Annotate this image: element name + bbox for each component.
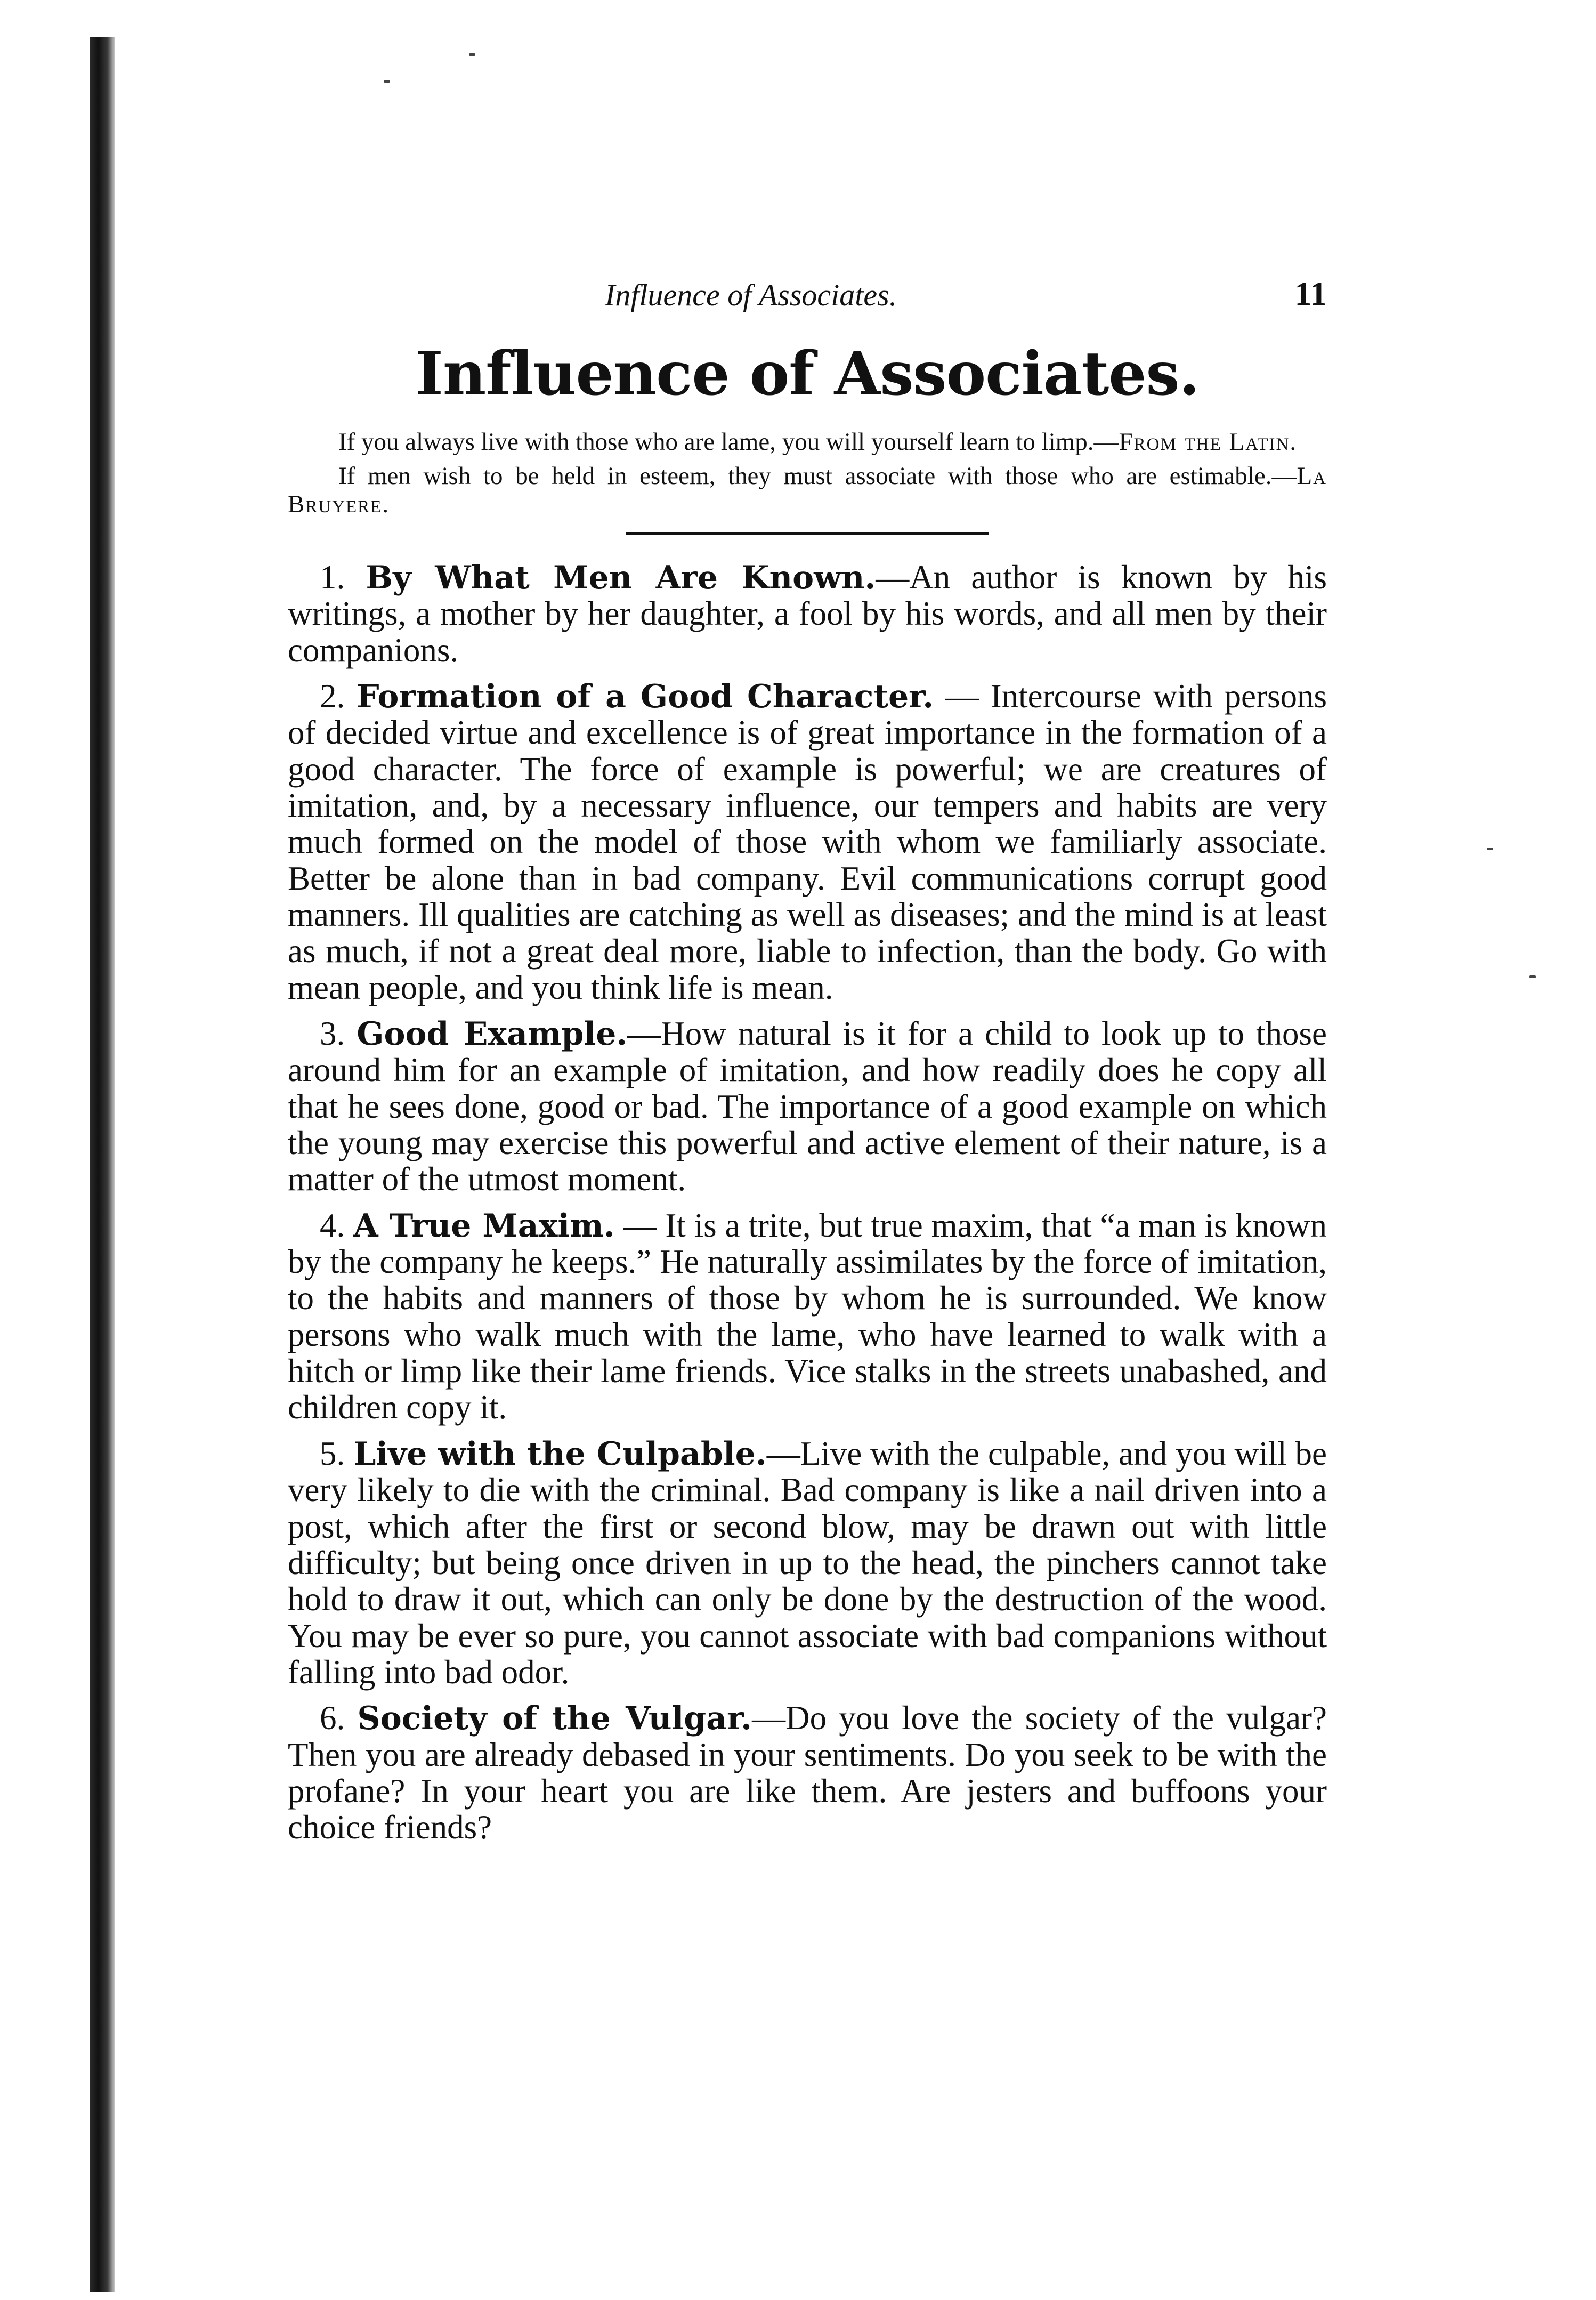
section-heading: By What Men Are Known. bbox=[366, 559, 876, 596]
epigraph bbox=[288, 428, 1327, 457]
section-text: — Intercourse with persons of decided virtue and excellence is of great importance in the formation of a good character. The force of example is powerful; we are creatures of imitation, and, by a necessary influence, our tempers and habits are very much formed on the model of those with whom we familiarly associate. Better be alone than in bad company. Evil communications corrupt good manners. Ill qualities are catching as well as diseases; and the mind is at least as much, if not a great deal more, liable to infection, than the body. Go with mean people, and you think life is mean. bbox=[288, 677, 1327, 1006]
section-heading: Live with the Culpable. bbox=[353, 1435, 767, 1473]
section-society-of-vulgar bbox=[288, 1700, 1327, 1845]
section-divider bbox=[626, 532, 989, 535]
page-speck bbox=[469, 53, 475, 56]
section-number: 1. bbox=[320, 558, 345, 596]
section-heading: A True Maxim. bbox=[353, 1207, 615, 1245]
page-number: 11 bbox=[1294, 275, 1327, 312]
epigraph-text: If you always live with those who are lame, you will yourself learn to limp.— bbox=[338, 428, 1119, 456]
section-number: 6. bbox=[320, 1699, 345, 1737]
section-number: 4. bbox=[320, 1206, 345, 1244]
epigraph-text: If men wish to be held in esteem, they must associate with those who are estimable.— bbox=[338, 462, 1297, 490]
chapter-title: Influence of Associates. bbox=[415, 339, 1200, 409]
section-text: —How natural is it for a child to look up to those around him for an example of imitation, and how readily does he copy all that he sees done, good or bad. The importance of a good example on which the young may exercise this powerful and active element of their nature, is a matter of the utmost moment. bbox=[288, 1015, 1327, 1198]
page-speck bbox=[384, 80, 390, 83]
section-text: —Live with the culpable, and you will be very likely to die with the criminal. Bad company is like a nail driven into a post, which after the first or second blow, may be drawn out with little difficulty; but being once driven in up to the head, the pinchers cannot take hold to draw it out, which can only be done by the destruction of the wood. You may be ever so pure, you cannot associate with bad companions without falling into bad odor. bbox=[288, 1434, 1327, 1691]
section-heading: Society of the Vulgar. bbox=[357, 1700, 752, 1738]
book-page bbox=[288, 267, 1327, 1855]
section-good-example bbox=[288, 1015, 1327, 1198]
running-header bbox=[288, 267, 1327, 325]
epigraph-source: La Bruyere. bbox=[288, 462, 1327, 519]
page-speck bbox=[1487, 848, 1493, 850]
section-formation-of-character bbox=[288, 678, 1327, 1006]
section-text: —An author is known by his writings, a mother by her daughter, a fool by his words, and all men by their companions. bbox=[288, 558, 1327, 669]
section-number: 2. bbox=[320, 677, 345, 715]
epigraph-source: From the Latin. bbox=[1119, 428, 1298, 456]
section-true-maxim bbox=[288, 1207, 1327, 1426]
epigraph bbox=[288, 462, 1327, 519]
book-binding-edge bbox=[90, 37, 115, 2292]
section-by-what-men-are-known bbox=[288, 559, 1327, 668]
section-heading: Formation of a Good Character. bbox=[357, 677, 934, 715]
section-number: 5. bbox=[320, 1434, 345, 1472]
page-speck bbox=[1529, 975, 1536, 978]
running-title: Influence of Associates. bbox=[605, 278, 897, 312]
section-number: 3. bbox=[320, 1015, 345, 1053]
section-live-with-culpable bbox=[288, 1435, 1327, 1690]
section-text: —Do you love the society of the vulgar? Then you are already debased in your sentiments. Do you seek to be with the profane? In your heart you are like them. Are jesters and buffoons your choice friends? bbox=[288, 1699, 1327, 1846]
section-heading: Good Example. bbox=[357, 1015, 628, 1053]
section-text: — It is a trite, but true maxim, that “a man is known by the company he keeps.” He naturally assimilates by the force of imitation, to the habits and manners of those by whom he is surrounded. We know persons who walk much with the lame, who have learned to walk with a hitch or limp like their lame friends. Vice stalks in the streets unabashed, and children copy it. bbox=[288, 1206, 1327, 1426]
